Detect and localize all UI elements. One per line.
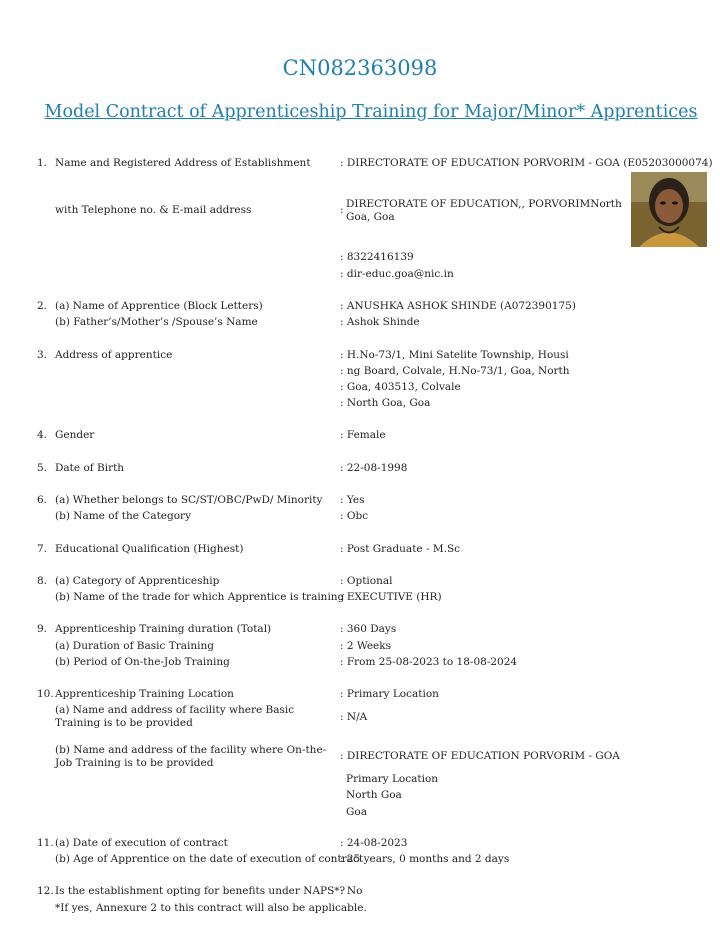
item-number: 7. [37,543,48,555]
item-number: 11. [37,837,54,849]
address-colon: : [340,204,344,216]
ojt-period-label: (b) Period of On-the-Job Training [55,656,230,668]
trade-value: : EXECUTIVE (HR) [340,591,442,603]
apprentice-name-value: : ANUSHKA ASHOK SHINDE (A072390175) [340,300,576,312]
category-name-value: : Obc [340,510,369,522]
ojt-facility-label: (b) Name and address of the facility where On-the-Job Training is to be provided [55,744,327,769]
ojt-period-value: : From 25-08-2023 to 18-08-2024 [340,656,518,668]
item-number: 1. [37,157,48,169]
contact-label: with Telephone no. & E-mail address [55,204,252,216]
basic-training-label: (a) Duration of Basic Training [55,640,214,652]
item-number: 12. [37,885,54,897]
naps-value: : No [340,885,363,897]
apprentice-address-line: : H.No-73/1, Mini Satelite Township, Housi [340,349,569,361]
guardian-name-value: : Ashok Shinde [340,316,420,328]
apprenticeship-category-value: : Optional [340,575,393,587]
apprenticeship-category-label: (a) Category of Apprenticeship [55,575,220,587]
ojt-facility-line: Goa [346,806,367,818]
basic-facility-value: : N/A [340,711,368,723]
item-number: 5. [37,462,48,474]
dob-value: : 22-08-1998 [340,462,408,474]
basic-facility-label: (a) Name and address of facility where Basic Training is to be provided [55,704,295,729]
category-membership-label: (a) Whether belongs to SC/ST/OBC/PwD/ Minority [55,494,323,506]
basic-training-value: : 2 Weeks [340,640,392,652]
item-number: 2. [37,300,48,312]
ojt-facility-line: North Goa [346,789,402,801]
apprentice-age-label: (b) Age of Apprentice on the date of execution of contract [55,853,364,865]
item-number: 10. [37,688,54,700]
category-name-label: (b) Name of the Category [55,510,192,522]
apprentice-age-value: : 25 years, 0 months and 2 days [340,853,510,865]
ojt-facility-value: : DIRECTORATE OF EDUCATION PORVORIM - GOA [340,750,620,762]
training-duration-label: Apprenticeship Training duration (Total) [55,623,272,635]
item-number: 3. [37,349,48,361]
training-duration-value: : 360 Days [340,623,397,635]
training-location-value: : Primary Location [340,688,439,700]
gender-label: Gender [55,429,95,441]
trade-label: (b) Name of the trade for which Apprentice is training [55,591,345,603]
apprentice-address-label: Address of apprentice [55,349,173,361]
ojt-facility-line: Primary Location [346,773,439,785]
execution-date-label: (a) Date of execution of contract [55,837,228,849]
training-location-label: Apprenticeship Training Location [55,688,234,700]
category-membership-value: : Yes [340,494,365,506]
guardian-name-label: (b) Father’s/Mother’s /Spouse’s Name [55,316,258,328]
qualification-label: Educational Qualification (Highest) [55,543,244,555]
naps-note: *If yes, Annexure 2 to this contract will also be applicable. [55,902,367,914]
item-number: 8. [37,575,48,587]
naps-label: Is the establishment opting for benefits under NAPS*? [55,885,346,897]
dob-label: Date of Birth [55,462,125,474]
document-title: Model Contract of Apprenticeship Training for Major/Minor* Apprentices [44,102,698,122]
apprentice-photo [631,172,707,247]
establishment-address: DIRECTORATE OF EDUCATION,, PORVORIMNorth Goa, Goa [346,198,622,223]
apprentice-address-line: : North Goa, Goa [340,397,431,409]
item-number: 4. [37,429,48,441]
execution-date-value: : 24-08-2023 [340,837,408,849]
gender-value: : Female [340,429,386,441]
apprentice-address-line: : ng Board, Colvale, H.No-73/1, Goa, North [340,365,570,377]
apprentice-name-label: (a) Name of Apprentice (Block Letters) [55,300,263,312]
document-id: CN082363098 [282,56,438,80]
qualification-value: : Post Graduate - M.Sc [340,543,461,555]
email-value: : dir-educ.goa@nic.in [340,268,454,280]
item-number: 9. [37,623,48,635]
apprentice-photo-icon [631,172,707,247]
establishment-label: Name and Registered Address of Establishment [55,157,311,169]
establishment-value: : DIRECTORATE OF EDUCATION PORVORIM - GOA (E05203000074) [340,157,713,169]
telephone-value: : 8322416139 [340,251,414,263]
item-number: 6. [37,494,48,506]
apprentice-address-line: : Goa, 403513, Colvale [340,381,461,393]
